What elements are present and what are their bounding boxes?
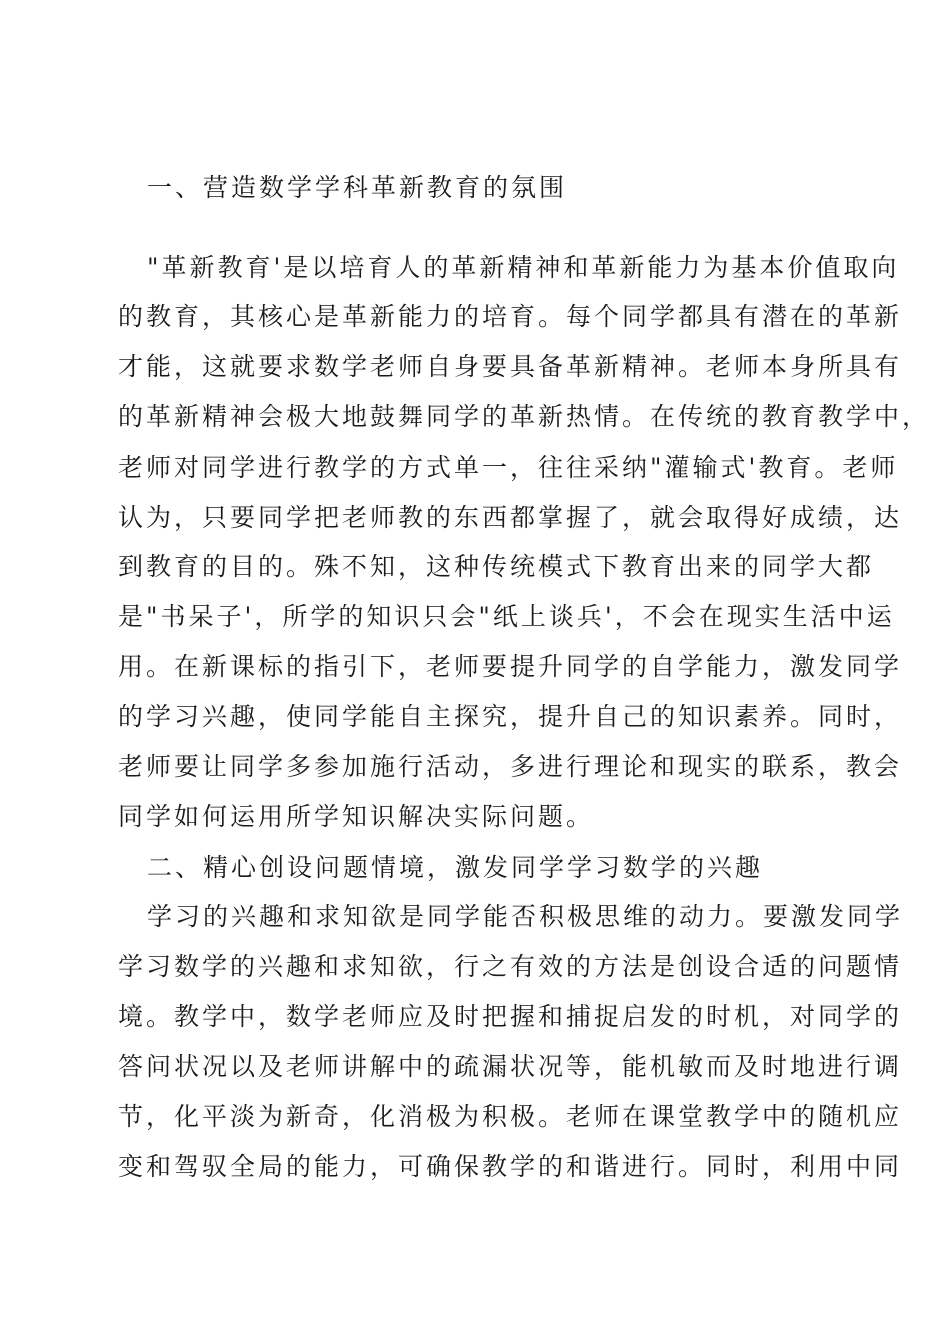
paragraph-line: 认为，只要同学把老师教的东西都掌握了，就会取得好成绩，达: [118, 503, 903, 532]
paragraph-line: 用。在新课标的指引下，老师要提升同学的自学能力，激发同学: [118, 652, 903, 681]
paragraph-line: 老师要让同学多参加施行活动，多进行理论和现实的联系，教会: [118, 752, 903, 781]
paragraph-line: 是"书呆子'，所学的知识只会"纸上谈兵'，不会在现实生活中运: [118, 602, 895, 631]
paragraph-line: 才能，这就要求数学老师自身要具备革新精神。老师本身所具有: [118, 352, 903, 381]
paragraph-line: 的学习兴趣，使同学能自主探究，提升自己的知识素养。同时，: [118, 702, 903, 731]
section-heading-1: 一、营造数学学科革新教育的氛围: [147, 173, 568, 202]
paragraph-line: 同学如何运用所学知识解决实际问题。: [118, 802, 595, 831]
paragraph-line: 节，化平淡为新奇，化消极为积极。老师在课堂教学中的随机应: [118, 1102, 903, 1131]
paragraph-line: 老师对同学进行教学的方式单一，往往采纳"灌输式'教育。老师: [118, 453, 899, 482]
paragraph-line: 的革新精神会极大地鼓舞同学的革新热情。在传统的教育教学中，: [118, 402, 931, 431]
paragraph-line: 学习数学的兴趣和求知欲，行之有效的方法是创设合适的问题情: [118, 952, 903, 981]
paragraph-line: 的教育，其核心是革新能力的培育。每个同学都具有潜在的革新: [118, 302, 903, 331]
paragraph-line: 学习的兴趣和求知欲是同学能否积极思维的动力。要激发同学: [147, 902, 904, 931]
paragraph-line: 到教育的目的。殊不知，这种传统模式下教育出来的同学大都: [118, 552, 875, 581]
paragraph-line: 境。教学中，数学老师应及时把握和捕捉启发的时机，对同学的: [118, 1002, 903, 1031]
paragraph-line: "革新教育'是以培育人的革新精神和革新能力为基本价值取向: [147, 253, 900, 282]
section-heading-2: 二、精心创设问题情境，激发同学学习数学的兴趣: [147, 853, 764, 882]
paragraph-line: 答问状况以及老师讲解中的疏漏状况等，能机敏而及时地进行调: [118, 1052, 903, 1081]
paragraph-line: 变和驾驭全局的能力，可确保教学的和谐进行。同时，利用中同: [118, 1152, 903, 1181]
